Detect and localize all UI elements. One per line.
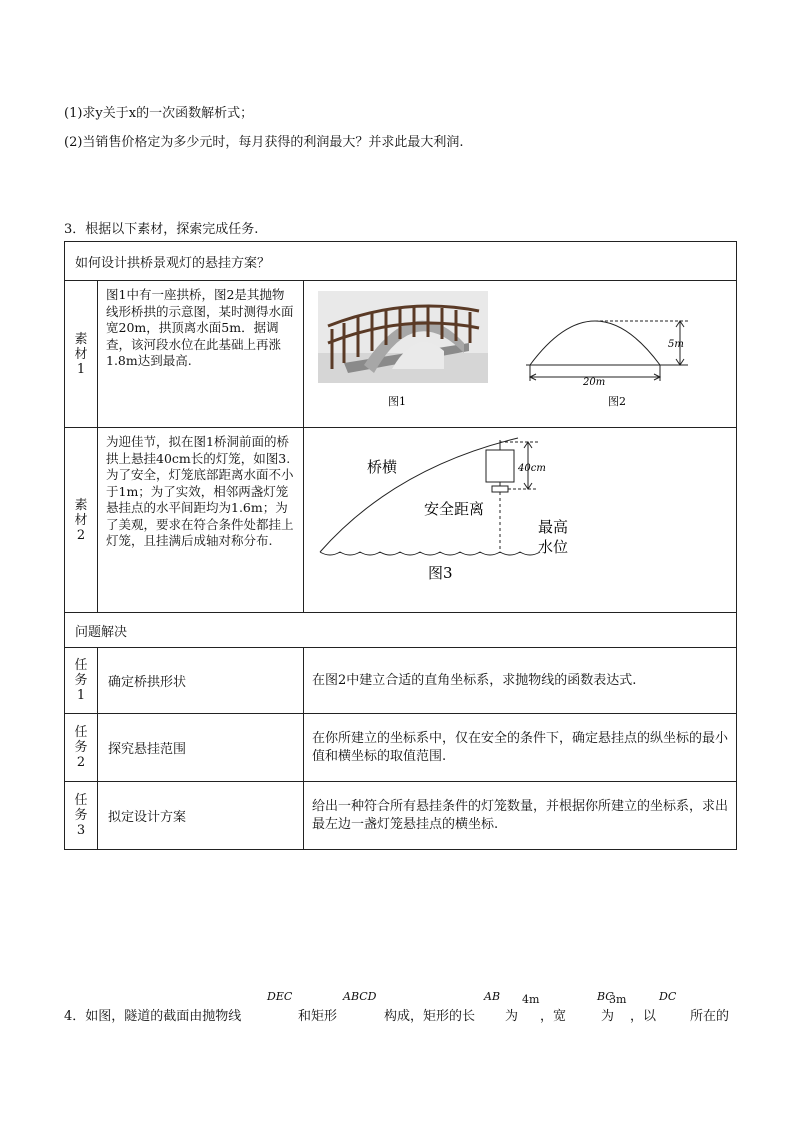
task1-label: 任务1	[65, 648, 98, 714]
task3-desc: 给出一种符合所有悬挂条件的灯笼数量，并根据你所建立的坐标系，求出最左边一盏灯笼悬挂点的横坐标.	[304, 782, 737, 850]
q4-text-2: 和矩形	[298, 1009, 338, 1024]
fig3-water-label-1: 最高	[538, 518, 569, 536]
task-row	[65, 714, 737, 782]
q4-AB: AB	[484, 990, 501, 1003]
material2-text: 为迎佳节，拟在图1桥洞前面的桥拱上悬挂40cm长的灯笼，如图3.为了安全，灯笼底部距离水面不小于1m；为了实效，相邻两盏灯笼悬挂点的水平间距均为1.6m；为了美观，要求在符合条件处都挂上灯笼，且挂满后成轴对称分布.	[98, 428, 304, 613]
task1-desc: 在图2中建立合适的直角坐标系，求抛物线的函数表达式.	[304, 648, 737, 714]
bridge-photo	[318, 291, 488, 383]
lantern-diagram-svg	[304, 428, 737, 608]
q4-text-6: 为	[601, 1009, 615, 1024]
fig3-caption: 图3	[428, 564, 453, 582]
fig3-bridge-label: 桥横	[367, 458, 398, 476]
table-title: 如何设计拱桥景观灯的悬挂方案？	[65, 242, 737, 281]
task-row	[65, 648, 737, 714]
q4-text-1: 4．如图，隧道的截面由抛物线	[64, 1009, 242, 1024]
material2-figure	[304, 428, 737, 613]
materials-table	[64, 241, 737, 850]
q4-ABCD: ABCD	[343, 990, 377, 1003]
task-row	[65, 782, 737, 850]
task2-name: 探究悬挂范围	[98, 714, 304, 782]
q3-intro: 3．根据以下素材，探索完成任务.	[64, 222, 259, 237]
lantern-diagram	[320, 438, 540, 555]
fig2-caption: 图2	[608, 395, 626, 408]
q4-text-8: 所在的	[690, 1009, 730, 1024]
fig2-width-label: 20m	[583, 377, 606, 388]
fig1-caption: 图1	[388, 395, 406, 408]
material1-text: 图1中有一座拱桥，图2是其抛物线形桥拱的示意图，某时测得水面宽20m，拱顶离水面5m．据调查，该河段水位在此基础上再涨1.8m达到最高.	[98, 281, 304, 428]
task3-label: 任务3	[65, 782, 98, 850]
material1-figure-svg	[304, 281, 737, 423]
task3-name: 拟定设计方案	[98, 782, 304, 850]
fig2-height-label: 5m	[668, 339, 684, 350]
q4-DEC: DEC	[267, 990, 293, 1003]
q2-part2: (2)当销售价格定为多少元时，每月获得的利润最大？并求此最大利润.	[64, 135, 464, 150]
task1-name: 确定桥拱形状	[98, 648, 304, 714]
q2-part1: (1)求y关于x的一次函数解析式；	[64, 106, 254, 121]
fig3-safe-label: 安全距离	[424, 500, 485, 518]
q4-statement	[64, 990, 744, 1027]
parabola-diagram	[526, 321, 688, 381]
q4-DC: DC	[659, 990, 677, 1003]
material1-label: 素材1	[65, 281, 98, 428]
q4-BC-value: 3m	[609, 993, 627, 1006]
material2-label: 素材2	[65, 428, 98, 613]
fig3-water-label-2: 水位	[538, 538, 569, 556]
material1-figures	[304, 281, 737, 428]
q4-text-4: 为	[505, 1009, 519, 1024]
fig3-length-label: 40cm	[518, 463, 546, 474]
solve-header: 问题解决	[65, 613, 737, 648]
task2-desc: 在你所建立的坐标系中，仅在安全的条件下，确定悬挂点的纵坐标的最小值和横坐标的取值范围.	[304, 714, 737, 782]
task2-label: 任务2	[65, 714, 98, 782]
q4-AB-value: 4m	[522, 993, 540, 1006]
q4-text-3: 构成，矩形的长	[384, 1009, 476, 1024]
q4-text-5: ，宽	[540, 1009, 567, 1024]
q4-text-7: ，以	[630, 1009, 657, 1024]
q4-BC: BC	[597, 990, 614, 1003]
